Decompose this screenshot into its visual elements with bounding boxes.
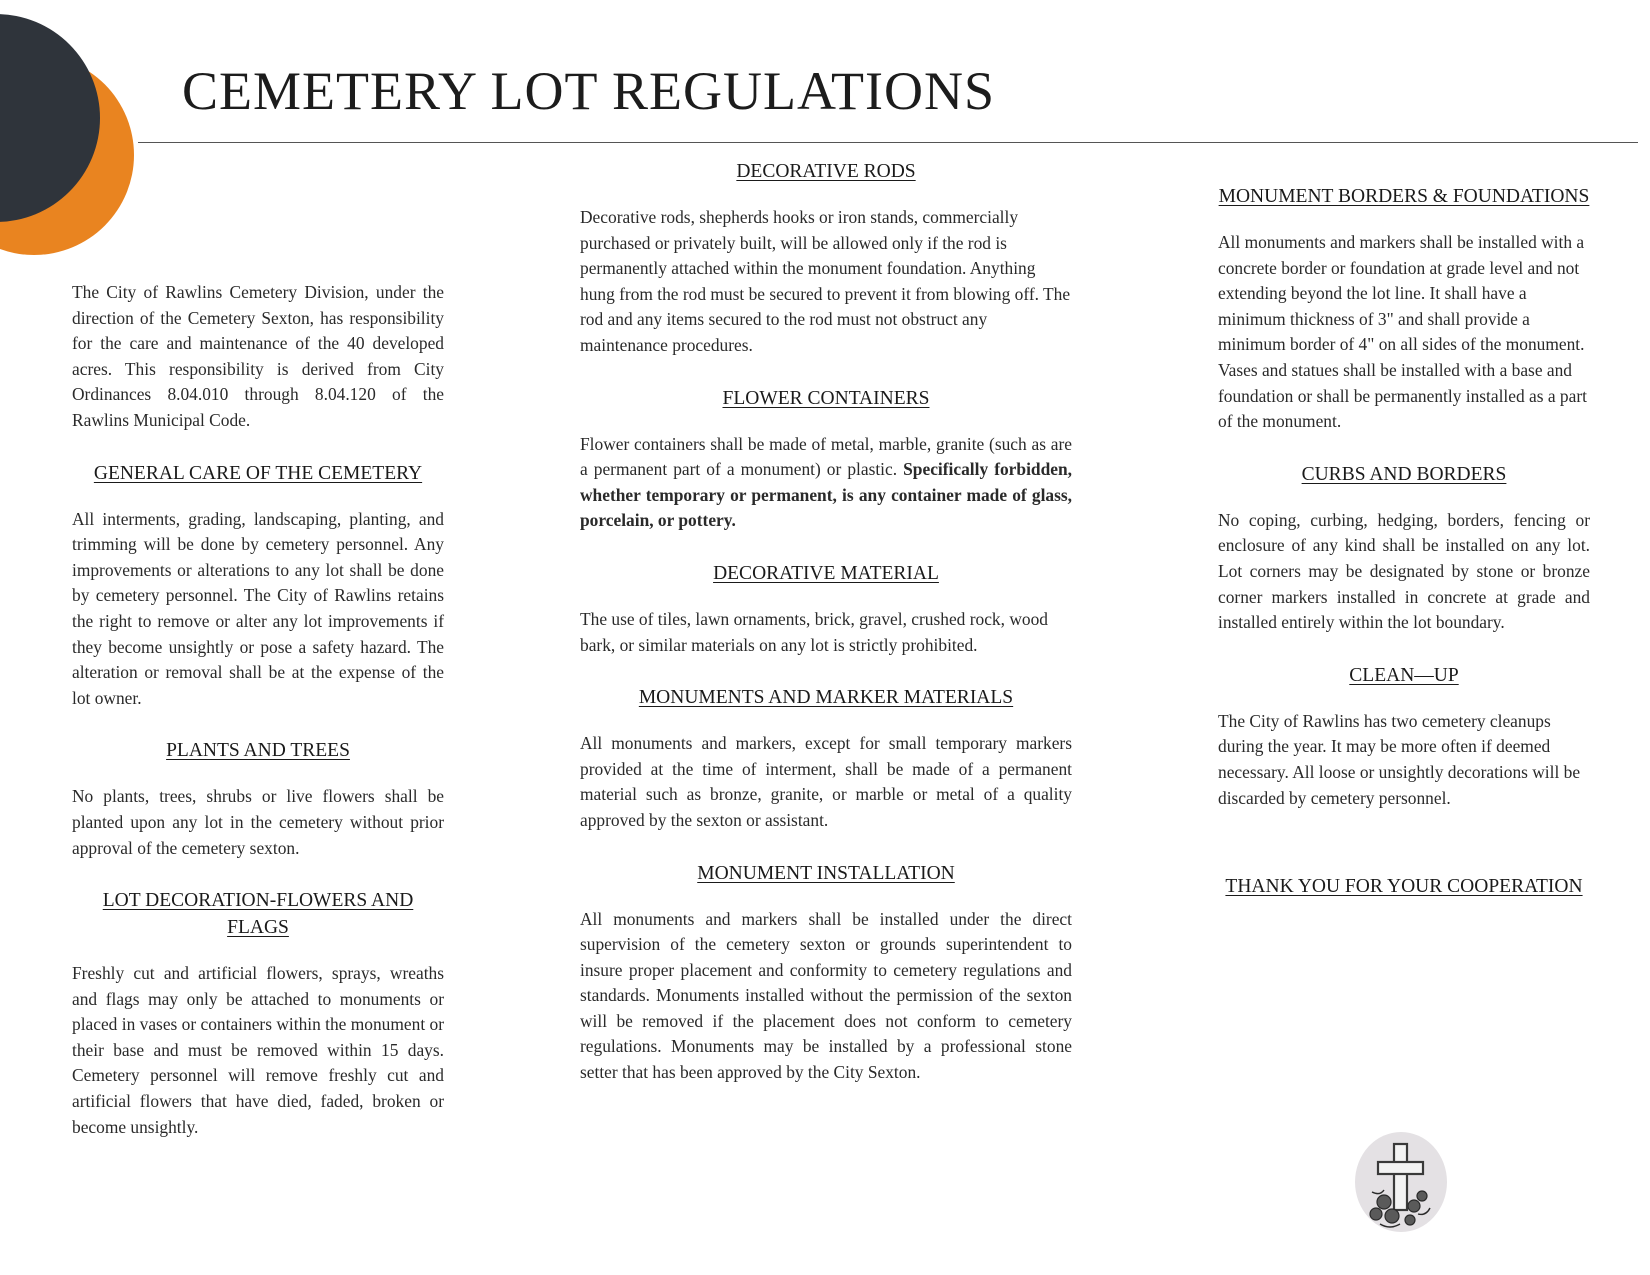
column-left <box>72 280 444 1140</box>
monument-installation-text: All monuments and markers shall be installed under the direct supervision of the cemetery sexton or grounds superintendent to insure proper placement and conformity to cemetery regulations and standards. Monuments installed without the permission of the sexton will be removed if the placement does not conform to cemetery regulations. Monuments may be installed by a professional stone setter that has been approved by the City Sexton. <box>580 908 1072 1083</box>
general-care-text: All interments, grading, landscaping, planting, and trimming will be done by cemetery personnel. Any improvements or alterations to any lot shall be done by cemetery personnel. The City of Rawlins retains the right to remove or alter any lot improvements if they become unsightly or pose a safety hazard. The alteration or removal shall be at the expense of the lot owner. <box>72 508 444 708</box>
column-right <box>1218 183 1590 900</box>
cleanup-heading: CLEAN—UP <box>1349 664 1459 686</box>
general-care-heading: GENERAL CARE OF THE CEMETERY <box>93 462 423 484</box>
decorative-rods-heading: DECORATIVE RODS <box>736 161 916 182</box>
borders-foundations-heading: MONUMENT BORDERS & FOUNDATIONS <box>1218 186 1590 207</box>
decorative-material-text: The use of tiles, lawn ornaments, brick, gravel, crushed rock, wood bark, or similar materials on any lot is strictly prohibited. <box>580 608 1048 655</box>
crescent-logo-icon <box>0 0 140 300</box>
lot-decoration-heading: LOT DECORATION-FLOWERS AND FLAGS <box>102 890 414 939</box>
flower-containers-rule: Flower containers shall be made of metal, marble, granite (such as are a permanent part of a monument) or plastic. <box>580 433 1072 480</box>
curbs-borders-heading: CURBS AND BORDERS <box>1301 463 1507 485</box>
decorative-rods-text: Decorative rods, shepherds hooks or iron stands, commercially purchased or privately built, will be allowed only if the rod is permanently attached within the monument foundation. Anything hung from the rod must be secured to prevent it from blowing off. The rod and any items secured to the rod must not obstruct any maintenance procedures. <box>580 207 1071 355</box>
flower-containers-text <box>580 432 1072 534</box>
borders-foundations-text: All monuments and markers shall be installed with a concrete border or foundation at grade level and not extending beyond the lot line. It shall have a minimum thickness of 3" and shall provide a minimum border of 4" on all sides of the monument. Vases and statues shall be installed with a base and foundation or shall be permanently installed as a part of the monument. <box>1218 232 1587 432</box>
thank-you-heading: THANK YOU FOR YOUR COOPERATION <box>1225 876 1583 898</box>
plants-heading: PLANTS AND TREES <box>166 740 350 762</box>
plants-text: No plants, trees, shrubs or live flowers shall be planted upon any lot in the cemetery without prior approval of the cemetery sexton. <box>72 786 444 858</box>
title-divider <box>138 142 1638 143</box>
monument-installation-heading: MONUMENT INSTALLATION <box>697 862 955 884</box>
monument-materials-heading: MONUMENTS AND MARKER MATERIALS <box>638 687 1014 709</box>
lot-decoration-text: Freshly cut and artificial flowers, sprays, wreaths and flags may only be attached to monuments or placed in vases or containers within the monument or their base and must be removed within 15 days. Cemetery personnel will remove freshly cut and artificial flowers that have died, faded, broken or become unsightly. <box>72 963 444 1137</box>
intro-paragraph: The City of Rawlins Cemetery Division, under the direction of the Cemetery Sexton, has responsibility for the care and maintenance of the 40 developed acres. This responsibility is derived from City Ordinances 8.04.010 through 8.04.120 of the Rawlins Municipal Code. <box>72 282 444 430</box>
decorative-material-heading: DECORATIVE MATERIAL <box>713 562 939 584</box>
cleanup-text: The City of Rawlins has two cemetery cleanups during the year. It may be more often if deemed necessary. All loose or unsightly decorations will be discarded by cemetery personnel. <box>1218 710 1581 808</box>
column-middle <box>580 158 1072 1086</box>
cross-with-flowers-icon <box>1352 1128 1450 1236</box>
flower-containers-heading: FLOWER CONTAINERS <box>722 387 930 409</box>
monument-materials-text: All monuments and markers, except for small temporary markers provided at the time of interment, shall be made of a permanent material such as bronze, granite, or marble or metal of a quality approved by the sexton or assistant. <box>580 733 1072 830</box>
page-title: CEMETERY LOT REGULATIONS <box>182 61 995 121</box>
curbs-borders-text: No coping, curbing, hedging, borders, fencing or enclosure of any kind shall be installed on any lot. Lot corners may be designated by stone or bronze corner markers installed in concrete at grade and installed entirely within the lot boundary. <box>1218 509 1590 633</box>
flower-containers-forbidden: Specifically forbidden, whether temporary or permanent, is any container made of glass, porcelain, or pottery. <box>580 459 1072 531</box>
